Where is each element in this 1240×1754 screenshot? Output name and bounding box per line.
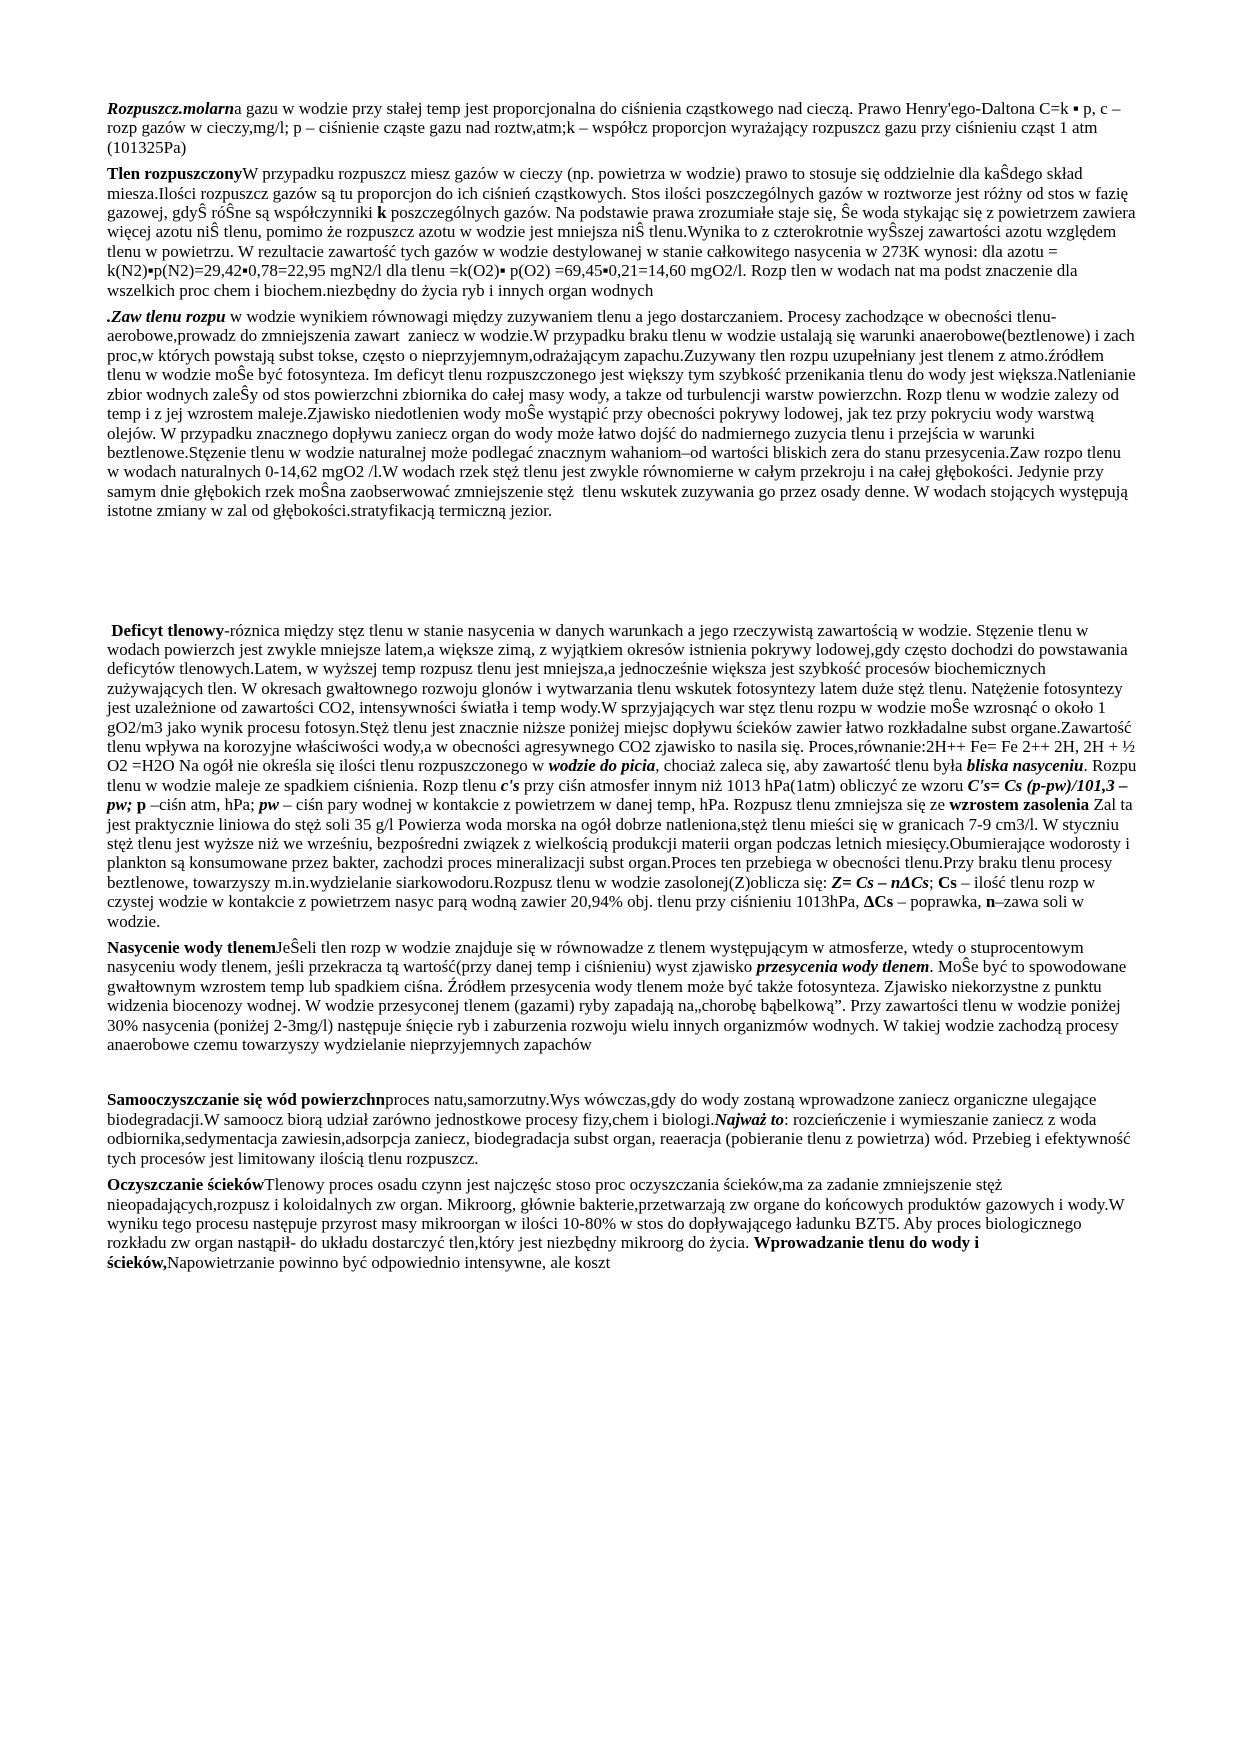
text-run: proces natu,samorzutny.Wys wówczas,gdy do wody zostaną wprowadzone zaniecz organiczne ulegające biodegradacji.W samoocz biorą udział zarówno jednostkowe procesy fizy,chem i biologi. xyxy=(107,1090,1101,1129)
text-run: poszczególnych gazów. Na podstawie prawa zrozumiałe staje się, Ŝe woda stykając się z powietrzem zawiera więcej azotu niŜ tlenu, pomimo że rozpuszcz azotu w wodzie jest mniejsza niŜ tlenu.Wynika to z czterokrotnie wyŜszej zawartości azotu względem tlenu w powietrzu. W rezultacie zawartość tych gazów w wodzie destylowanej w stanie całkowitego nasycenia w 273K wynosi: dla azotu = k(N2)▪p(N2)=29,42▪0,78=22,95 mgN2/l dla tlenu =k(O2)▪ p(O2) =69,45▪0,21=14,60 mgO2/l. Rozp tlen w wodach nat ma podst znaczenie dla wszelkich proc chem i biochem.niezbędny do życia ryb i innych organ wodnych xyxy=(107,203,1140,300)
paragraph-nasycenie-wody-tlenem xyxy=(107,938,1137,1054)
text-run: wodzie do picia xyxy=(548,756,656,776)
text-run: – ciśn pary wodnej w kontakcie z powietrzem w danej temp, hPa. Rozpusz tlenu zmniejsza się ze xyxy=(278,795,950,815)
text-run: przesycenia wody tlenem xyxy=(756,957,930,977)
text-run: –zawa soli w wodzie. xyxy=(107,892,1089,931)
text-run: W przypadku rozpuszcz miesz gazów w cieczy (np. powietrza w wodzie) prawo to stosuje się oddzielnie dla kaŜdego skład miesza.Ilości rozpuszcz gazów są tu proporcjon do ich ciśnień cząstkowych. Stos ilości poszczególnych gazów w roztworze jest różny od stos w fazię gazowej, gdyŜ róŜne są współczynniki xyxy=(107,164,1133,223)
text-run: bliska nasyceniu xyxy=(966,756,1084,776)
text-run: Rozpuszcz.molarn xyxy=(107,99,235,118)
text-run: Cs xyxy=(937,872,957,892)
text-run: Deficyt tlenowy xyxy=(111,620,225,640)
text-run: c's xyxy=(500,775,520,795)
text-run: Wprowadzanie tlenu do wody i ścieków, xyxy=(107,1233,984,1272)
text-run: – ilość tlenu rozp w czystej wodzie w kontakcie z powietrzem nasyc parą wodną zawier 20,94% obj. tlenu przy ciśnieniu 1013hPa, xyxy=(107,872,1100,912)
text-run: pw xyxy=(259,795,279,815)
text-run: .Zaw tlenu rozpu xyxy=(107,307,226,327)
text-run: przy ciśn atmosfer innym niż 1013 hPa(1atm) obliczyć ze wzoru xyxy=(519,775,968,795)
text-run: Z= Cs – nΔCs xyxy=(831,872,929,892)
text-run: a gazu w wodzie przy stałej temp jest proporcjonalna do ciśnienia cząstkowego nad cieczą. Prawo Henry'ego-Daltona C=k ▪ p, c – rozp gazów w cieczy,mg/l; p – ciśnienie cząste gazu nad roztw,atm;k – współcz proporcjon wyrażający rozpuszcz gazu przy ciśnieniu cząst 1 atm (101325Pa) xyxy=(107,99,1125,157)
text-run: C's= Cs (p-pw)/101,3 – pw; xyxy=(107,775,1132,815)
text-run: -róznica między stęz tlenu w stanie nasycenia w danych warunkach a jego rzeczywistą zawartością w wodzie. Stęzenie tlenu w wodach powierzch jest zwykle mniejsze latem,a większe zimą, z wyjątkiem okresów istnienia pokrywy lodowej,gdy często dochodzi do powstawania deficytów tlenowych.Latem, w wyższej temp rozpusz tlenu jest mniejsza,a jednocześnie większa jest szybkość procesów biochemicznych zużywających tlen. W okresach gwałtownego rozwoju glonów i wytwarzania tlenu wskutek fotosyntezy latem duże stęż tlenu. Natężenie fotosyntezy jest uzależnione od zawartości CO2, intensywności światła i temp wody.W sprzyjających war stęz tlenu rozpu w wodzie moŜe wzrosnąć o około 1 gO2/m3 jako wynik procesu fotosyn.Stęż tlenu jest znacznie niższe poniżej miejsc dopływu ścieków zawier łatwo rozkładalne subst organe.Zawartość tlenu wpływa na korozyjne właściwości wody,a w obecności agresywnego CO2 zjawisko to nasila się. Proces,równanie:2H++ Fe= Fe 2++ 2H, 2H + ½ O2 =H2O Na ogół nie określa się ilości tlenu rozpuszczonego w xyxy=(107,620,1140,776)
paragraph-zawartosc-tlenu-rozpuszczonego xyxy=(107,307,1140,521)
text-run: k xyxy=(377,203,387,223)
paragraph-tlen-rozpuszczony xyxy=(107,164,1140,300)
text-run: Nasycenie wody tlenem xyxy=(107,938,277,958)
text-run: –ciśn atm, hPa; xyxy=(146,795,260,815)
text-run: Zal ta jest praktycznie liniowa do stęż soli 35 g/l Powierza woda morska na ogół dobrze natleniona,stęż tlenu mieści się w granicach 7-9 cm3/l. W styczniu stęż tlenu jest wyższe niż we wrześniu, bezpośredni związek z wielkością produkcji materii organ podczas letnich miesięcy.Obumierające wodorosty i plankton są konsumowane przez bakter, zachodzi proces mineralizacji subst organ.Proces ten przebiega w obecności tlenu.Przy braku tlenu procesy beztlenowe, towarzyszy m.in.wydzielanie siarkowodoru.Rozpusz tlenu w wodzie zasolonej(Z)oblicza się: xyxy=(107,795,1137,892)
text-run: JeŜeli tlen rozp w wodzie znajduje się w równowadze z tlenem występującym w atmosferze, wtedy o stuprocentowym nasyceniu wody tlenem, jeśli przekracza tą wartość(przy danej temp i ciśnieniu) wyst zjawisko xyxy=(107,938,1089,977)
paragraph-rozpuszczalnosc-molarna xyxy=(107,99,1137,157)
text-run: Tlen rozpuszczony xyxy=(107,164,243,184)
text-run: n xyxy=(985,892,996,912)
text-run: Samooczyszczanie się wód powierzchn xyxy=(107,1090,386,1110)
text-run: : rozcieńczenie i wymieszanie zaniecz z woda odbiornika,sedymentacja zawiesin,adsorpcja zaniecz, biodegradacja subst organ, reaeracja (pobieranie tlenu z powietrza) wód. Przebieg i efektywność tych procesów jest limitowany ilością tlenu rozpuszcz. xyxy=(107,1109,1135,1168)
text-run: Tlenowy proces osadu czynn jest najczęśc stoso proc oczyszczania ścieków,ma za zadanie zmniejszenie stęż nieopadających,rozpusz i koloidalnych zw organ. Mikroorg, głównie bakterie,przetwarzają zw organe do końcowych produktów gazowych i wody.W wyniku tego procesu następuje przyrost masy mikroorgan w ilości 10-80% w stos do dopływającego ładunku BZT5. Aby proces biologicznego rozkładu zw organ nastąpił- do układu dostarczyć tlen,który jest niezbędny mikroorg do życia. xyxy=(107,1175,1129,1253)
text-run: ; xyxy=(928,872,938,892)
text-run: – poprawka, xyxy=(893,892,986,912)
text-run: Najważ to xyxy=(714,1109,784,1129)
text-run: w wodzie wynikiem równowagi między zuzywaniem tlenu a jego dostarczaniem. Procesy zachodzące w obecności tlenu-aerobowe,prowadz do zmniejszenia zawart zaniecz w wodzie.W przypadku braku tlenu w wodzie ustalają się warunki anaerobowe(beztlenowe) i zach proc,w których powstają subst tokse, często o nieprzyjemnym,odrażającym zapachu.Zuzywany tlen rozpu uzupełniany jest tlenem z atmo.źródłem tlenu w wodzie moŜe być fotosynteza. Im deficyt tlenu rozpuszczonego jest większy tym szybkość przenikania tlenu do wody jest większa.Natlenianie zbior wodnych zaleŜy od stos powierzchni zbiornika do całej masy wody, a takze od turbulencji warstw powierzchn. Rozp tlenu w wodzie zalezy od temp i z jej wzrostem maleje.Zjawisko niedotlenien wody moŜe wystąpić przy obecności pokrywy lodowej, jak tez przy pokryciu wody warstwą olejów. W przypadku znacznego dopływu zaniecz organ do wody może łatwo dojść do nadmiernego zuzycia tlenu i przejścia w warunki beztlenowe.Stęzenie tlenu w wodzie naturalnej może podlegać znacznym wahaniom–od wartości bliskich zera do stanu przesycenia.Zaw rozpo tlenu w wodach naturalnych 0-14,62 mgO2 /l.W wodach rzek stęż tlenu jest zwykle równomierne w całym przekroju i na całej głębokości. Jedynie przy samym dnie głębokich rzek moŜna zaobserwować zmniejszenie stęż tlenu wskutek zuzywania go przez osady denne. W wodach stojących występują istotne zmiany w zal od głębokości.stratyfikacją termiczną jezior. xyxy=(107,307,1140,521)
text-run: Napowietrzanie powinno być odpowiednio intensywne, ale koszt xyxy=(166,1252,611,1272)
paragraph-deficyt-tlenowy xyxy=(107,620,1141,932)
text-run: ΔCs xyxy=(863,892,894,912)
text-run: wzrostem zasolenia xyxy=(949,795,1090,815)
document-body xyxy=(107,99,1141,1279)
text-run: p xyxy=(132,795,147,815)
text-run: . MoŜe być to spowodowane gwałtownym wzrostem temp lub spadkiem ciśna. Źródłem przesycenia wody tlenem może być także fotosynteza. Zjawisko niekorzystne z punktu widzenia biocenozy wodnej. W wodzie przesyconej tlenem (gazami) ryby zapadają na„chorobę bąbelkową”. Przy zawartości tlenu w wodzie poniżej 30% nasycenia (poniżej 2-3mg/l) następuje śnięcie ryb i zaburzenia rozwoju wielu innych organizmów wodnych. W takiej wodzie zachodzą procesy anaerobowe czemu towarzyszy wydzielanie nieprzyjemnych zapachów xyxy=(107,957,1131,1055)
paragraph-samooczyszczanie-wod xyxy=(107,1090,1137,1168)
paragraph-oczyszczanie-sciekow xyxy=(107,1175,1137,1272)
text-run: Oczyszczanie ścieków xyxy=(107,1175,265,1195)
text-run: . Rozpu tlenu w wodzie maleje ze spadkiem ciśnienia. Rozp tlenu xyxy=(107,756,1141,795)
text-run: , chociaż zaleca się, aby zawartość tlenu była xyxy=(655,756,967,776)
